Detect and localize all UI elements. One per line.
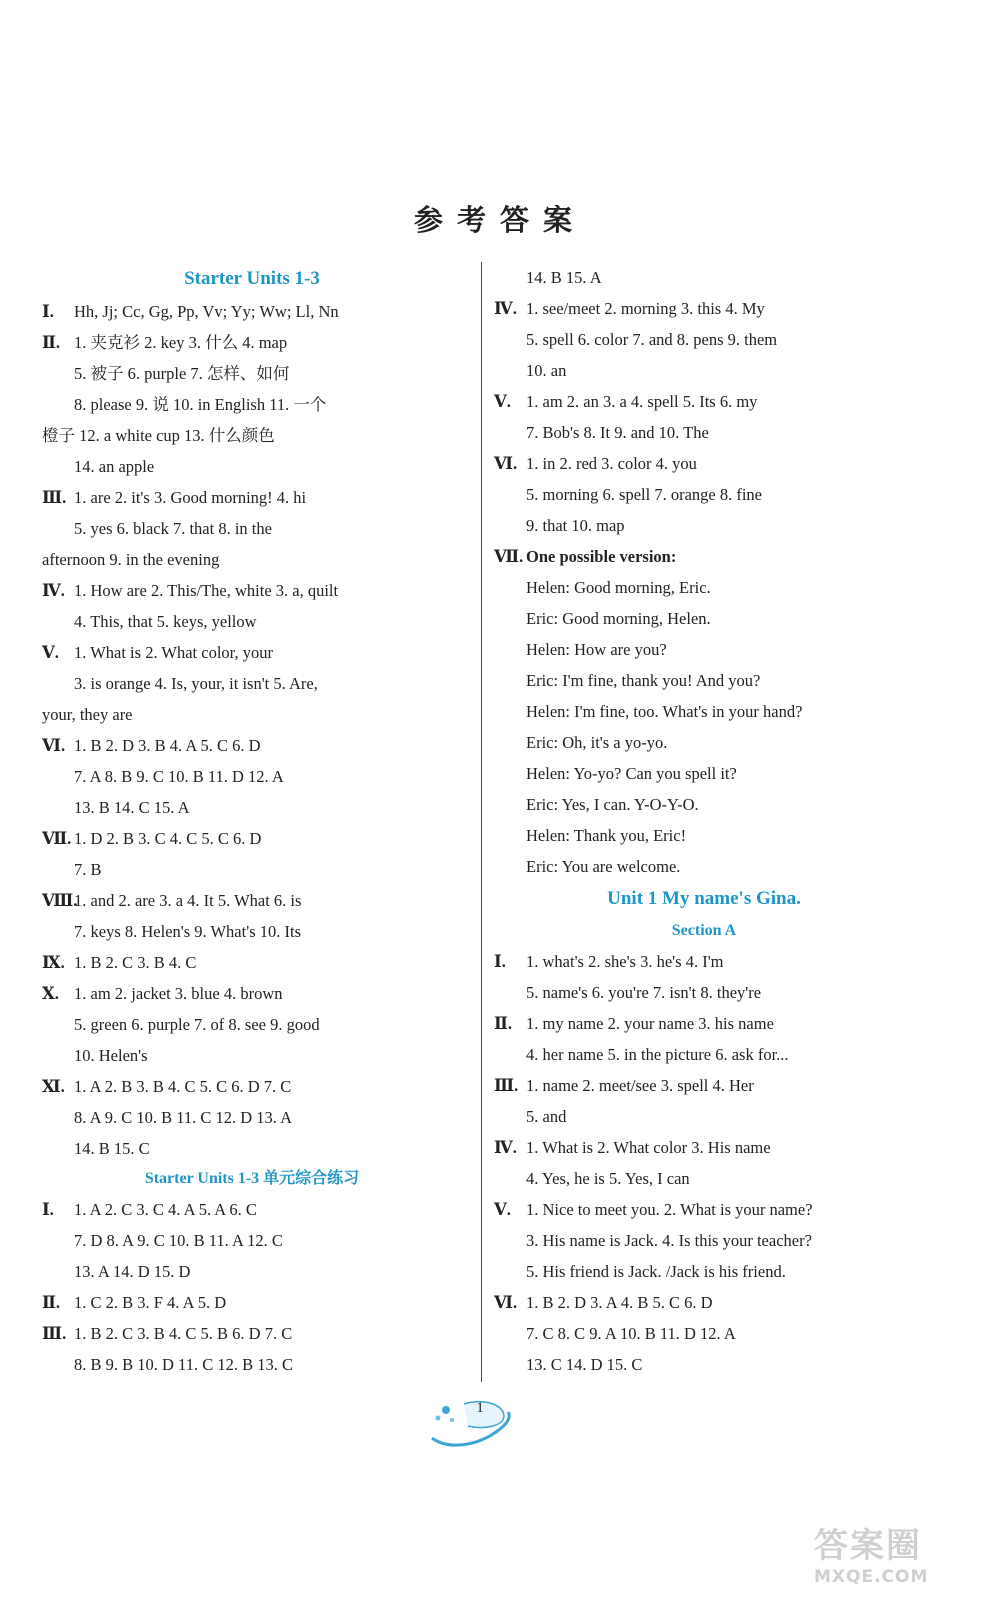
column-divider — [481, 262, 482, 1382]
answer-text: 1. C 2. B 3. F 4. A 5. D — [74, 1293, 227, 1312]
answer-text: 5. and — [526, 1107, 567, 1126]
question-group-number: Ⅵ. — [494, 454, 518, 473]
answer-text: Eric: Yes, I can. Y-O-Y-O. — [526, 795, 699, 814]
answer-line — [42, 513, 462, 544]
watermark-title: 答案圈 — [814, 1526, 922, 1566]
question-group-number: Ⅶ. — [42, 829, 72, 848]
answer-line — [494, 479, 914, 510]
answer-line — [494, 1163, 914, 1194]
answer-text: 1. B 2. C 3. B 4. C — [74, 953, 197, 972]
answer-text: Helen: Good morning, Eric. — [526, 578, 711, 597]
answer-line — [42, 730, 462, 761]
answer-text: 13. B 14. C 15. A — [74, 798, 190, 817]
question-group-number: Ⅰ. — [42, 302, 54, 321]
answer-line — [494, 696, 914, 727]
answer-text: 13. C 14. D 15. C — [526, 1355, 643, 1374]
answer-line — [42, 1287, 462, 1318]
answer-line — [494, 603, 914, 634]
answer-text: 4. This, that 5. keys, yellow — [74, 612, 257, 631]
answer-text: 7. keys 8. Helen's 9. What's 10. Its — [74, 922, 301, 941]
page-number: 1 — [476, 1400, 484, 1416]
answer-line — [42, 637, 462, 668]
answer-text: One possible version: — [526, 547, 677, 566]
answer-text: 3. His name is Jack. 4. Is this your teacher? — [526, 1231, 812, 1250]
answer-text: 1. am 2. an 3. a 4. spell 5. Its 6. my — [526, 392, 758, 411]
answer-text: Hh, Jj; Cc, Gg, Pp, Vv; Yy; Ww; Ll, Nn — [74, 302, 339, 321]
answer-text: 1. B 2. D 3. A 4. B 5. C 6. D — [526, 1293, 713, 1312]
question-group-number: Ⅹ. — [42, 984, 59, 1003]
answer-line — [494, 789, 914, 820]
subsection-heading: Section A — [671, 922, 737, 939]
answer-text: afternoon 9. in the evening — [42, 550, 220, 569]
answer-line — [42, 823, 462, 854]
answer-line — [494, 977, 914, 1008]
answer-text: 7. C 8. C 9. A 10. B 11. D 12. A — [526, 1324, 736, 1343]
answer-line — [42, 1133, 462, 1164]
answer-line — [494, 262, 914, 293]
answer-line — [42, 451, 462, 482]
left-answer-column — [42, 262, 462, 1380]
answer-text: 14. B 15. C — [74, 1139, 150, 1158]
answer-text: 13. A 14. D 15. D — [74, 1262, 191, 1281]
answer-text: 3. is orange 4. Is, your, it isn't 5. Are, — [74, 674, 318, 693]
answer-text: 1. am 2. jacket 3. blue 4. brown — [74, 984, 283, 1003]
answer-line — [42, 575, 462, 606]
question-group-number: Ⅸ. — [42, 953, 65, 972]
answer-line — [42, 420, 462, 451]
answer-text: Eric: I'm fine, thank you! And you? — [526, 671, 761, 690]
answer-line — [494, 1225, 914, 1256]
answer-text: Helen: How are you? — [526, 640, 667, 659]
question-group-number: Ⅴ. — [494, 392, 511, 411]
answer-line — [42, 1009, 462, 1040]
answer-text: 7. D 8. A 9. C 10. B 11. A 12. C — [74, 1231, 283, 1250]
answer-text: 14. an apple — [74, 457, 155, 476]
answer-text: Helen: Thank you, Eric! — [526, 826, 687, 845]
answer-line — [42, 668, 462, 699]
question-group-number: Ⅲ. — [494, 1076, 519, 1095]
answer-line — [42, 1040, 462, 1071]
answer-line — [42, 1225, 462, 1256]
answer-text: 4. her name 5. in the picture 6. ask for... — [526, 1045, 789, 1064]
answer-text: 14. B 15. A — [526, 268, 602, 287]
answer-line — [494, 665, 914, 696]
answer-line — [42, 854, 462, 885]
question-group-number: Ⅱ. — [42, 1293, 61, 1312]
question-group-number: Ⅱ. — [494, 1014, 513, 1033]
answer-line — [494, 1039, 914, 1070]
answer-text: 8. please 9. 说 10. in English 11. 一个 — [74, 395, 327, 414]
answer-line — [42, 1102, 462, 1133]
question-group-number: Ⅴ. — [42, 643, 59, 662]
answer-line — [494, 1194, 914, 1225]
subsection-heading: Starter Units 1-3 单元综合练习 — [144, 1170, 360, 1187]
page-title: 参考答案 — [413, 203, 586, 237]
answer-text: 1. are 2. it's 3. Good morning! 4. hi — [74, 488, 307, 507]
answer-text: 1. B 2. C 3. B 4. C 5. B 6. D 7. C — [74, 1324, 293, 1343]
answer-line — [494, 355, 914, 386]
answer-text: 9. that 10. map — [526, 516, 625, 535]
answer-line — [42, 699, 462, 730]
answer-text: 1. my name 2. your name 3. his name — [526, 1014, 774, 1033]
answer-line — [42, 1194, 462, 1225]
answer-line — [494, 851, 914, 882]
question-group-number: Ⅲ. — [42, 488, 67, 507]
answer-text: Eric: Good morning, Helen. — [526, 609, 711, 628]
answer-line — [42, 482, 462, 513]
answer-line — [494, 572, 914, 603]
answer-text: 5. yes 6. black 7. that 8. in the — [74, 519, 272, 538]
question-group-number: Ⅴ. — [494, 1200, 511, 1219]
question-group-number: Ⅵ. — [42, 736, 66, 755]
answer-text: 1. A 2. C 3. C 4. A 5. A 6. C — [74, 1200, 257, 1219]
answer-text: 10. an — [526, 361, 567, 380]
answer-text: 橙子 12. a white cup 13. 什么颜色 — [42, 426, 275, 445]
answer-text: 5. spell 6. color 7. and 8. pens 9. them — [526, 330, 778, 349]
question-group-number: Ⅵ. — [494, 1293, 518, 1312]
section-heading: Starter Units 1-3 — [184, 268, 320, 289]
question-group-number: Ⅷ. — [42, 891, 78, 910]
answer-text: 7. A 8. B 9. C 10. B 11. D 12. A — [74, 767, 284, 786]
answer-text: 1. in 2. red 3. color 4. you — [526, 454, 697, 473]
answer-line — [494, 448, 914, 479]
question-group-number: Ⅳ. — [494, 1138, 517, 1157]
answer-line — [494, 1287, 914, 1318]
answer-text: 1. what's 2. she's 3. he's 4. I'm — [526, 952, 724, 971]
answer-line — [42, 885, 462, 916]
question-group-number: Ⅲ. — [42, 1324, 67, 1343]
answer-line — [42, 1349, 462, 1380]
answer-line — [494, 510, 914, 541]
watermark-site: MXQE.COM — [814, 1567, 929, 1587]
answer-line — [494, 1132, 914, 1163]
answer-line — [494, 1318, 914, 1349]
answer-line — [42, 327, 462, 358]
answer-text: 1. Nice to meet you. 2. What is your name? — [526, 1200, 813, 1219]
answer-text: Eric: You are welcome. — [526, 857, 681, 876]
answer-line — [494, 758, 914, 789]
answer-line — [42, 916, 462, 947]
answer-text: 1. 夹克衫 2. key 3. 什么 4. map — [74, 333, 288, 352]
answer-line — [42, 1256, 462, 1287]
answer-line — [494, 946, 914, 977]
watermark-logo — [814, 1518, 984, 1587]
answer-line — [494, 1349, 914, 1380]
question-group-number: Ⅰ. — [494, 952, 506, 971]
answer-text: 7. B — [74, 860, 102, 879]
answer-text: 1. B 2. D 3. B 4. A 5. C 6. D — [74, 736, 261, 755]
answer-line — [494, 1008, 914, 1039]
question-group-number: Ⅺ. — [42, 1077, 65, 1096]
answer-line — [42, 544, 462, 575]
page-number-badge — [424, 1396, 524, 1456]
answer-line — [42, 978, 462, 1009]
question-group-number: Ⅶ. — [494, 547, 524, 566]
answer-text: 1. What is 2. What color 3. His name — [526, 1138, 771, 1157]
answer-text: Eric: Oh, it's a yo-yo. — [526, 733, 668, 752]
answer-line — [494, 727, 914, 758]
answer-line — [42, 792, 462, 823]
answer-line — [494, 417, 914, 448]
answer-line — [42, 389, 462, 420]
question-group-number: Ⅱ. — [42, 333, 61, 352]
answer-text: 5. morning 6. spell 7. orange 8. fine — [526, 485, 762, 504]
question-group-number: Ⅰ. — [42, 1200, 54, 1219]
answer-text: 1. name 2. meet/see 3. spell 4. Her — [526, 1076, 754, 1095]
answer-text: your, they are — [42, 705, 133, 724]
answer-line — [42, 358, 462, 389]
answer-line — [42, 296, 462, 327]
answer-text: 1. see/meet 2. morning 3. this 4. My — [526, 299, 765, 318]
answer-text: 1. What is 2. What color, your — [74, 643, 273, 662]
answer-line — [42, 1071, 462, 1102]
answer-line — [494, 541, 914, 572]
answer-text: 8. B 9. B 10. D 11. C 12. B 13. C — [74, 1355, 293, 1374]
answer-text: 1. How are 2. This/The, white 3. a, quilt — [74, 581, 339, 600]
answer-text: 8. A 9. C 10. B 11. C 12. D 13. A — [74, 1108, 293, 1127]
right-answer-column — [494, 262, 914, 1380]
answer-text: Helen: Yo-yo? Can you spell it? — [526, 764, 737, 783]
answer-line — [42, 761, 462, 792]
answer-text: 7. Bob's 8. It 9. and 10. The — [526, 423, 709, 442]
answer-text: 1. A 2. B 3. B 4. C 5. C 6. D 7. C — [74, 1077, 292, 1096]
answer-text: 5. His friend is Jack. /Jack is his friend. — [526, 1262, 786, 1281]
answer-line — [494, 386, 914, 417]
answer-line — [42, 606, 462, 637]
answer-text: Helen: I'm fine, too. What's in your hand? — [526, 702, 803, 721]
answer-line — [494, 820, 914, 851]
answer-text: 5. name's 6. you're 7. isn't 8. they're — [526, 983, 762, 1002]
answer-line — [494, 634, 914, 665]
answer-line — [494, 1256, 914, 1287]
answer-text: 1. and 2. are 3. a 4. It 5. What 6. is — [74, 891, 302, 910]
question-group-number: Ⅳ. — [494, 299, 517, 318]
section-heading: Unit 1 My name's Gina. — [607, 888, 801, 909]
answer-text: 4. Yes, he is 5. Yes, I can — [526, 1169, 690, 1188]
answer-line — [42, 1318, 462, 1349]
answer-text: 1. D 2. B 3. C 4. C 5. C 6. D — [74, 829, 262, 848]
answer-line — [494, 324, 914, 355]
answer-line — [494, 1070, 914, 1101]
answer-line — [494, 1101, 914, 1132]
answer-text: 10. Helen's — [74, 1046, 148, 1065]
answer-text: 5. green 6. purple 7. of 8. see 9. good — [74, 1015, 320, 1034]
answer-line — [42, 947, 462, 978]
question-group-number: Ⅳ. — [42, 581, 65, 600]
answer-line — [494, 293, 914, 324]
answer-text: 5. 被子 6. purple 7. 怎样、如何 — [74, 364, 290, 383]
